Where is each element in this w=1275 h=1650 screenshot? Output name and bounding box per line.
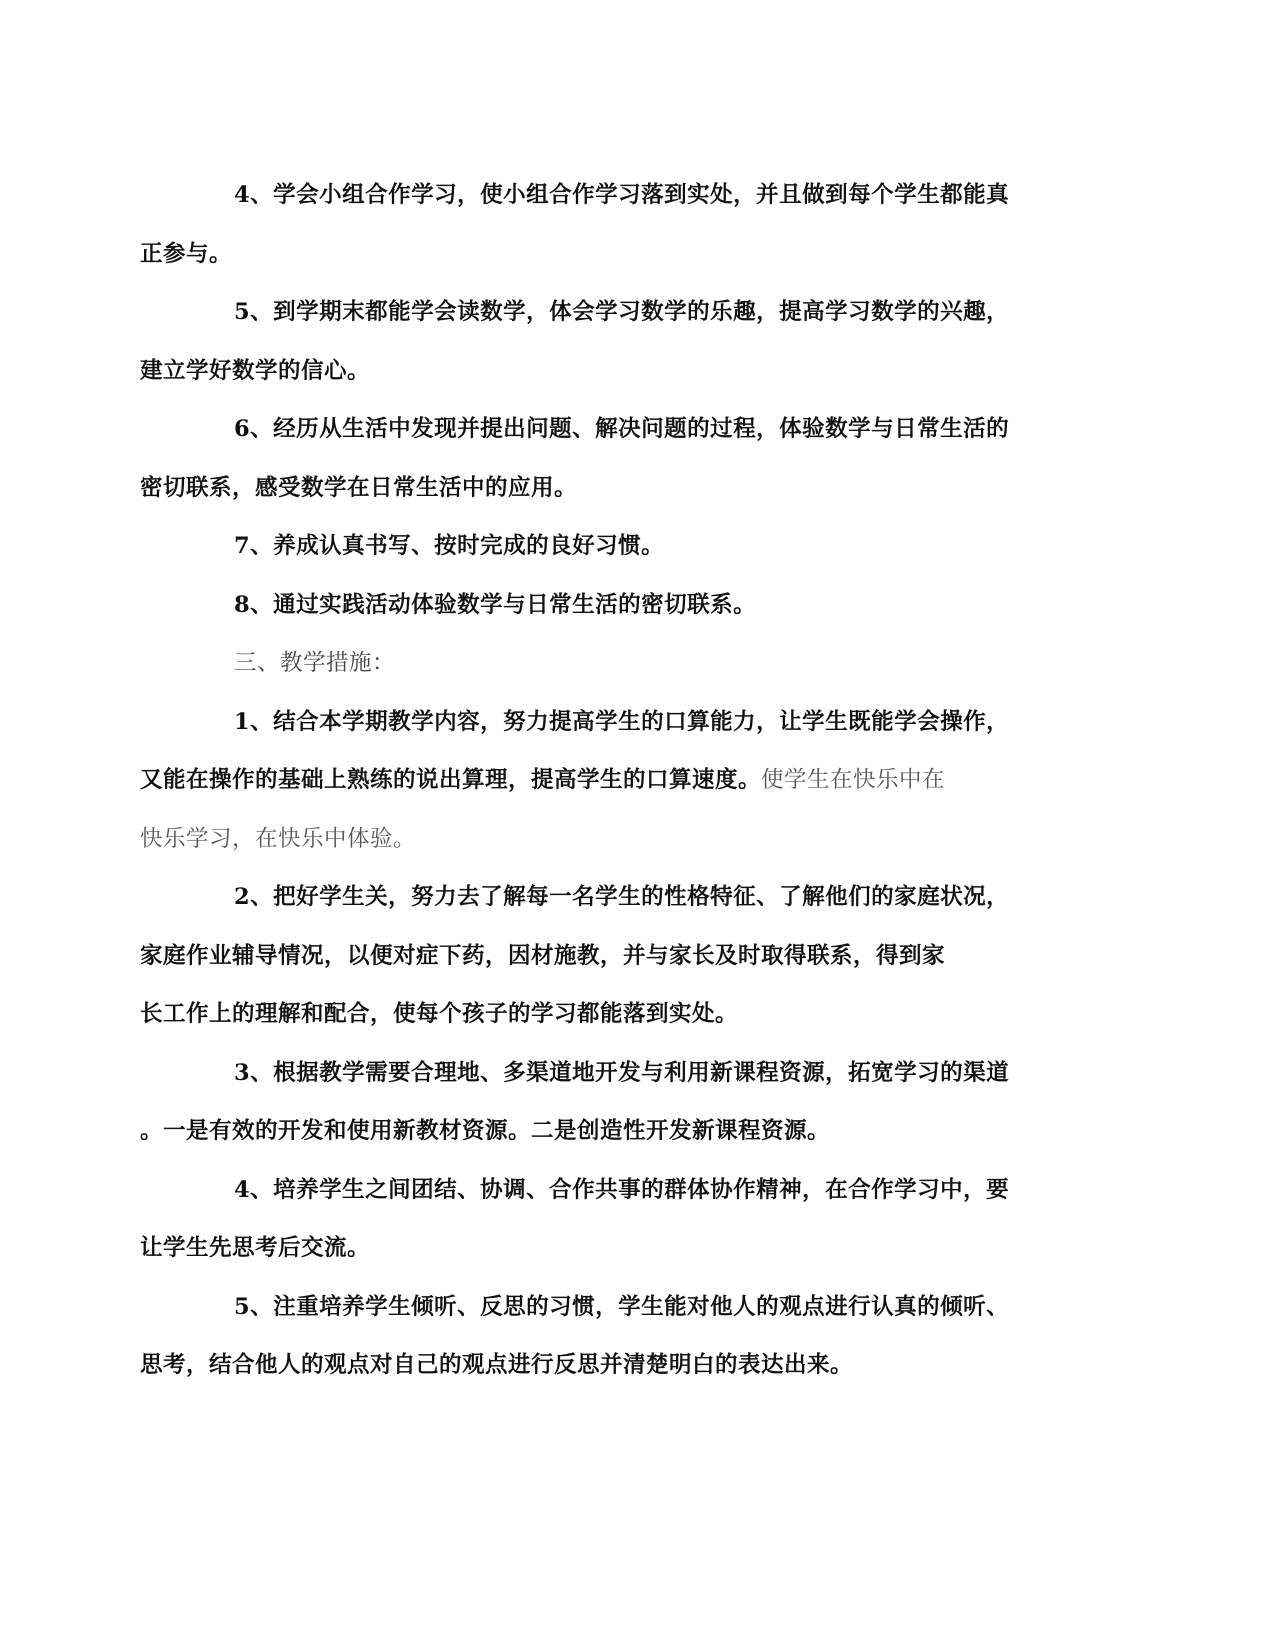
text-line: 。一是有效的开发和使用新教材资源。二是创造性开发新课程资源。 — [140, 1118, 831, 1144]
text-line: 正参与。 — [140, 240, 233, 267]
text-line: 2、把好学生关，努力去了解每一名学生的性格特征、了解他们的家庭状况， — [234, 884, 1010, 910]
text-line: 密切联系，感受数学在日常生活中的应用。 — [140, 474, 578, 501]
measure-paragraph-4 — [140, 1161, 1067, 1278]
text-line: 3、根据教学需要合理地、多渠道地开发与利用新课程资源，拓宽学习的渠道 — [234, 1059, 1010, 1086]
goal-paragraph-4 — [140, 166, 1067, 283]
bold-text: 又能在操作的基础上熟练的说出算理，提高学生的口算速度。 — [140, 767, 762, 793]
text-line — [140, 751, 1067, 810]
goal-paragraph-7 — [187, 517, 1067, 576]
measure-paragraph-1 — [140, 693, 1067, 869]
text-line: 思考，结合他人的观点对自己的观点进行反思并清楚明白的表达出来。 — [140, 1352, 854, 1378]
measure-paragraph-2 — [140, 868, 1067, 1044]
text-line: 4、培养学生之间团结、协调、合作共事的群体协作精神，在合作学习中，要 — [234, 1176, 1010, 1203]
text-line: 家庭作业辅导情况，以便对症下药，因材施教，并与家长及时取得联系，得到家 — [140, 942, 946, 969]
text-line: 7、养成认真书写、按时完成的良好习惯。 — [234, 533, 665, 559]
light-text: 使学生在快乐中在 — [761, 767, 946, 793]
measure-paragraph-3 — [140, 1044, 1067, 1161]
section-heading-text: 三、教学措施： — [234, 650, 396, 676]
text-line: 6、经历从生活中发现并提出问题、解决问题的过程，体验数学与日常生活的 — [234, 416, 1010, 442]
goal-paragraph-8 — [187, 576, 1067, 635]
text-line: 1、结合本学期教学内容，努力提高学生的口算能力，让学生既能学会操作， — [234, 708, 1010, 735]
section-heading — [187, 634, 1067, 693]
text-line: 5、注重培养学生倾听、反思的习惯，学生能对他人的观点进行认真的倾听、 — [234, 1293, 1010, 1320]
document-body — [140, 166, 1067, 1395]
text-line: 5、到学期末都能学会读数学，体会学习数学的乐趣，提高学习数学的兴趣， — [234, 299, 1010, 325]
text-line: 4、学会小组合作学习，使小组合作学习落到实处，并且做到每个学生都能真 — [234, 182, 1010, 208]
text-line: 快乐学习，在快乐中体验。 — [140, 825, 417, 852]
text-line: 建立学好数学的信心。 — [140, 357, 371, 384]
goal-paragraph-6 — [140, 400, 1067, 517]
text-line: 长工作上的理解和配合，使每个孩子的学习都能落到实处。 — [140, 1001, 739, 1027]
text-line: 让学生先思考后交流。 — [140, 1235, 371, 1261]
goal-paragraph-5 — [140, 283, 1067, 400]
measure-paragraph-5 — [140, 1278, 1067, 1395]
text-line: 8、通过实践活动体验数学与日常生活的密切联系。 — [234, 591, 757, 618]
